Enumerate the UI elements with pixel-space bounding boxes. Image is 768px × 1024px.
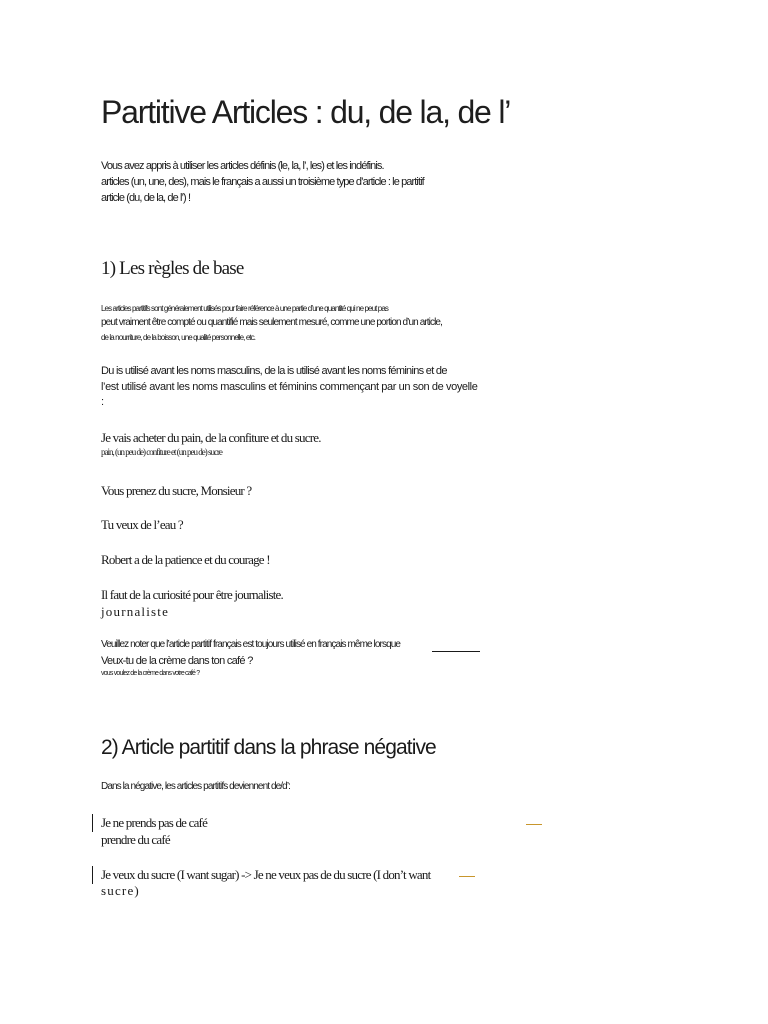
- usage-line-1: Du is utilisé avant les noms masculins, de la is utilisé avant les noms féminins et de: [101, 365, 447, 377]
- section1-heading: 1) Les règles de base: [101, 258, 244, 279]
- intro-line-2: articles (un, une, des), mais le français a aussi un troisième type d’article : le partitif: [101, 176, 424, 188]
- negative-example-2-line2: sucre): [101, 883, 140, 898]
- rule-line-1: Les articles partitifs sont généralement utilisés pour faire référence à une partie d’une quantité qui ne peut pas: [101, 304, 388, 313]
- example-5-word: journaliste: [101, 604, 170, 619]
- intro-line-1: Vous avez appris à utiliser les articles définis (le, la, l’, les) et les indéfinis.: [101, 160, 384, 172]
- accent-dash-2: [459, 876, 475, 877]
- negative-example-1-line2: prendre du café: [101, 832, 170, 847]
- rule-line-2: peut vraiment être compté ou quantifié mais seulement mesuré, comme une portion d’un article,: [101, 317, 442, 328]
- intro-line-3: article (du, de la, de l’) !: [101, 192, 191, 204]
- rule-line-3: de la nourriture, de la boisson, une qualité personnelle, etc.: [101, 333, 256, 342]
- example-1: Je vais acheter du pain, de la confiture et du sucre.: [101, 430, 321, 445]
- margin-bar-2: [92, 866, 93, 884]
- note-line: Veuillez noter que l’article partitif français est toujours utilisé en français même lorsque: [101, 639, 401, 650]
- example-5: Il faut de la curiosité pour être journaliste.: [101, 587, 283, 602]
- question-gloss: vous voulez de la crème dans votre café ?: [101, 670, 200, 677]
- question-line: Veux-tu de la crème dans ton café ?: [101, 655, 253, 667]
- usage-line-3: :: [101, 396, 104, 408]
- example-1-gloss: pain, (un peu de) confiture et (un peu de) sucre: [101, 447, 222, 457]
- negative-example-2: Je veux du sucre (I want sugar) -> Je ne veux pas de du sucre (I don’t want: [101, 867, 431, 882]
- example-2: Vous prenez du sucre, Monsieur ?: [101, 483, 252, 498]
- example-3: Tu veux de l’eau ?: [101, 517, 183, 532]
- margin-bar-1: [92, 814, 93, 832]
- negative-intro: Dans la négative, les articles partitifs deviennent de/d’:: [101, 781, 291, 792]
- page-title: Partitive Articles : du, de la, de l’: [101, 94, 511, 130]
- negative-example-1: Je ne prends pas de café: [101, 815, 208, 830]
- usage-line-2: l’est utilisé avant les noms masculins et féminins commençant par un son de voyelle: [101, 381, 478, 393]
- section2-heading: 2) Article partitif dans la phrase négative: [101, 736, 436, 759]
- underline-blank: [432, 651, 480, 652]
- example-4: Robert a de la patience et du courage !: [101, 552, 270, 567]
- accent-dash-1: [526, 824, 542, 825]
